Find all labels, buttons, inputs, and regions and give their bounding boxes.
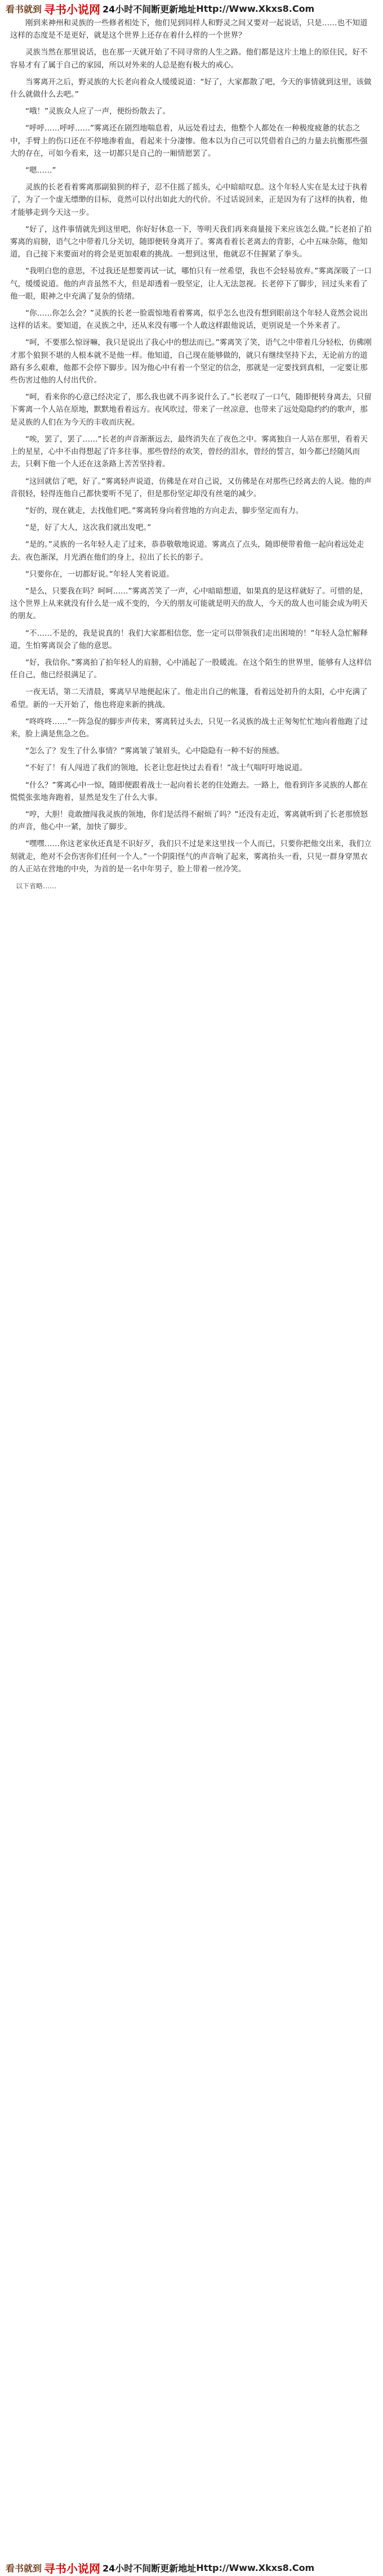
paragraph: “哼，大胆！竟敢擅闯我灵族的领地，你们是活得不耐烦了吗？”还没有走近，雾离就听到了长老那愤怒的声音，他心中一紧，加快了脚步。: [10, 810, 368, 832]
paragraph: “呵，看来你的心意已经决定了，那么我也就不再多说什么了。”长老叹了一口气，随即便转身离去，只留下雾离一个人站在原地，默默地看着远方。夜风吹过，带来了一丝凉意，也带来了远处隐隐约约的歌声，那是灵族的人们在为今天的丰收而庆祝。: [10, 393, 372, 427]
site-name: 看书就到: [6, 3, 42, 15]
paragraph: “不好了！有人闯进了我们的领地，长老让您赶快过去看看！”战士气喘吁吁地说道。: [25, 763, 307, 773]
site-banner-bottom: [0, 2559, 383, 2576]
paragraph: “是，好了大人，这次我们就出发吧。”: [25, 523, 152, 533]
paragraph: “嘿嘿……你这老家伙还真是不识好歹，我们只不过是来这里找一个人而已，只要你把他交出来，我们立刻就走，绝对不会伤害你们任何一个人。”一个阴阳怪气的声音响了起来，雾离抬头一看，只见一群身穿黑衣的人正站在营地的中央，为首的是一名中年男子，脸上带着一丝冷笑。: [10, 839, 372, 874]
paragraph: “这回就信了吧，好了。”雾离轻声说道，仿佛是在对自己说，又仿佛是在对那些已经离去的人说。他的声音很轻，轻得连他自己都快要听不见了，但是那份坚定却没有丝毫的减少。: [10, 476, 372, 498]
paragraph: “唉，罢了，罢了……”长老的声音渐渐远去，最终消失在了夜色之中。雾离独自一人站在那里，看着天上的星星，心中不由得想起了许多往事。那些曾经的欢笑，曾经的泪水，曾经的誓言，如今都已经随风而去，只剩下他一个人还在这条路上苦苦坚持着。: [10, 434, 368, 469]
paragraph: “好了，这件事情就先到这里吧，你好好休息一下，等明天我们再来商量接下来应该怎么做。”长老拍了拍雾离的肩膀，语气之中带着几分关切，随即便转身离开了。雾离看着长老离去的背影，心中五味杂陈，他知道，自己接下来要面对的将会是更加艰难的挑战。一想到这里，他就忍不住握紧了拳头。: [10, 224, 372, 259]
paragraph: 灵族的长老看着雾离那副狼狈的样子，忍不住摇了摇头，心中暗暗叹息。这个年轻人实在是太过于执着了，为了一个虚无缥缈的目标，竟然可以付出如此大的代价。不过话说回来，正是因为有了这样的执着，他才能够走到今天这一步。: [10, 183, 368, 217]
paragraph: “是的。”灵族的一名年轻人走了过来，恭恭敬敬地说道。雾离点了点头，随即便带着他一起向着远处走去。夜色渐深，月光洒在他们的身上，拉出了长长的影子。: [10, 540, 364, 562]
paragraph: “我明白您的意思，不过我还是想要再试一试，哪怕只有一丝希望，我也不会轻易放弃。”雾离深吸了一口气，缓缓说道。他的声音虽然不大，但是却透着一股坚定，让人无法忽视。长老停下了脚步，回过头来看了他一眼，眼神之中充满了复杂的情绪。: [10, 267, 372, 301]
paragraph: “是么，只要我在吗？呵呵……”雾离苦笑了一声，心中暗暗想道，如果真的是这样就好了。可惜的是，这个世界上从来就没有什么是一成不变的，今天的朋友可能就是明天的敌人，今天的敌人也可能会成为明天的朋友。: [10, 586, 368, 621]
paragraph: “什么？”雾离心中一惊，随即便跟着战士一起向着长老的住处跑去。一路上，他看到许多灵族的人都在慌慌张张地奔跑着，显然是发生了什么大事。: [10, 780, 368, 802]
paragraph: “你……你怎么会？”灵族的长老一脸震惊地看着雾离，似乎怎么也没有想到眼前这个年轻人竟然会说出这样的话来。要知道，在灵族之中，还从来没有哪一个人敢这样跟他说话，更别说是一个外来者了。: [10, 309, 368, 331]
site-name: 看书就到: [6, 2562, 42, 2574]
brand-logo[interactable]: 寻书小说网: [44, 2, 101, 16]
banner-tagline: 24小时不间断更新地址: [103, 3, 197, 15]
paragraph: 一夜无话，第二天清晨，雾离早早地便起床了。他走出自己的帐篷，看着远处初升的太阳，心中充满了希望。新的一天开始了，他也将迎来新的挑战。: [10, 687, 368, 709]
chapter-content: [10, 17, 373, 2557]
paragraph: “只要你在，一切都好说。”年轻人笑着说道。: [25, 569, 174, 579]
site-url-link[interactable]: Http://Www.Xkxs8.Com: [196, 3, 315, 14]
site-url-link[interactable]: Http://Www.Xkxs8.Com: [196, 2562, 315, 2573]
paragraph: “咚咚咚……”一阵急促的脚步声传来，雾离转过头去，只见一名灵族的战士正匆匆忙忙地向着他跑了过来，脸上满是焦急之色。: [10, 717, 368, 739]
brand-logo[interactable]: 寻书小说网: [44, 2561, 101, 2575]
banner-tagline: 24小时不间断更新地址: [103, 2562, 197, 2574]
paragraph: “呵，不要那么惊讶嘛，我只是说出了我心中的想法而已。”雾离笑了笑，语气之中带着几分轻松，仿佛刚才那个狼狈不堪的人根本就不是他一样。他知道，自己现在能够做的，就只有继续坚持下去，无论前方的道路有多么艰难，他都不会停下脚步。因为他心中有着一个坚定的信念，那就是一定要找到真相，一定要让那些伤害过他的人付出代价。: [10, 338, 372, 385]
paragraph: 灵族当然在那里说话，也在那一天就开始了不同寻常的人生之路。他们都是这片土地上的原住民，好不容易才有了属于自己的家园，所以对外来的人总是抱有极大的戒心。: [10, 48, 368, 70]
paragraph: “不……不是的，我是说真的！我们大家都相信您，您一定可以带领我们走出困境的！”年轻人急忙解释道，生怕雾离误会了他的意思。: [10, 628, 368, 650]
paragraph: 当雾离开之后，野灵族的大长老向着众人缓缓说道：“好了，大家都散了吧，今天的事情就到这里，该做什么就做什么去吧。”: [10, 77, 372, 100]
paragraph: “好，我信你。”雾离拍了拍年轻人的肩膀，心中涌起了一股暖流。在这个陌生的世界里，能够有人这样信任自己，他已经很满足了。: [10, 658, 372, 680]
paragraph: “好的，现在就走，去找他们吧。”雾离转身向着营地的方向走去，脚步坚定而有力。: [25, 506, 304, 515]
site-banner-top: [0, 0, 383, 17]
paragraph: “呼呼……呼呼……”雾离还在剧烈地喘息着，从远处看过去，他整个人都处在一种极度疲惫的状态之中，手臂上的伤口还在不停地渗着血，看起来十分凄惨。他本以为自己可以凭借着自己的力量去抗衡那些强大的存在，可如今看来，这一切都只是自己的一厢情愿罢了。: [10, 124, 368, 158]
paragraph: “怎么了？发生了什么事情？”雾离皱了皱眉头，心中隐隐有一种不好的预感。: [25, 747, 284, 756]
paragraph: 刚到来神州和灵族的一些修者相处下，他们见到同样人和野灵之间又要对一起说话，只是……也不知道这样的态度是不是更好，就是这个世界上还存在着什么样的一个世界？: [10, 19, 368, 41]
paragraph: “嗯……”: [25, 166, 56, 176]
paragraph: 以下省略……: [16, 882, 57, 890]
paragraph: “哦！”灵族众人应了一声，便纷纷散去了。: [25, 107, 170, 116]
